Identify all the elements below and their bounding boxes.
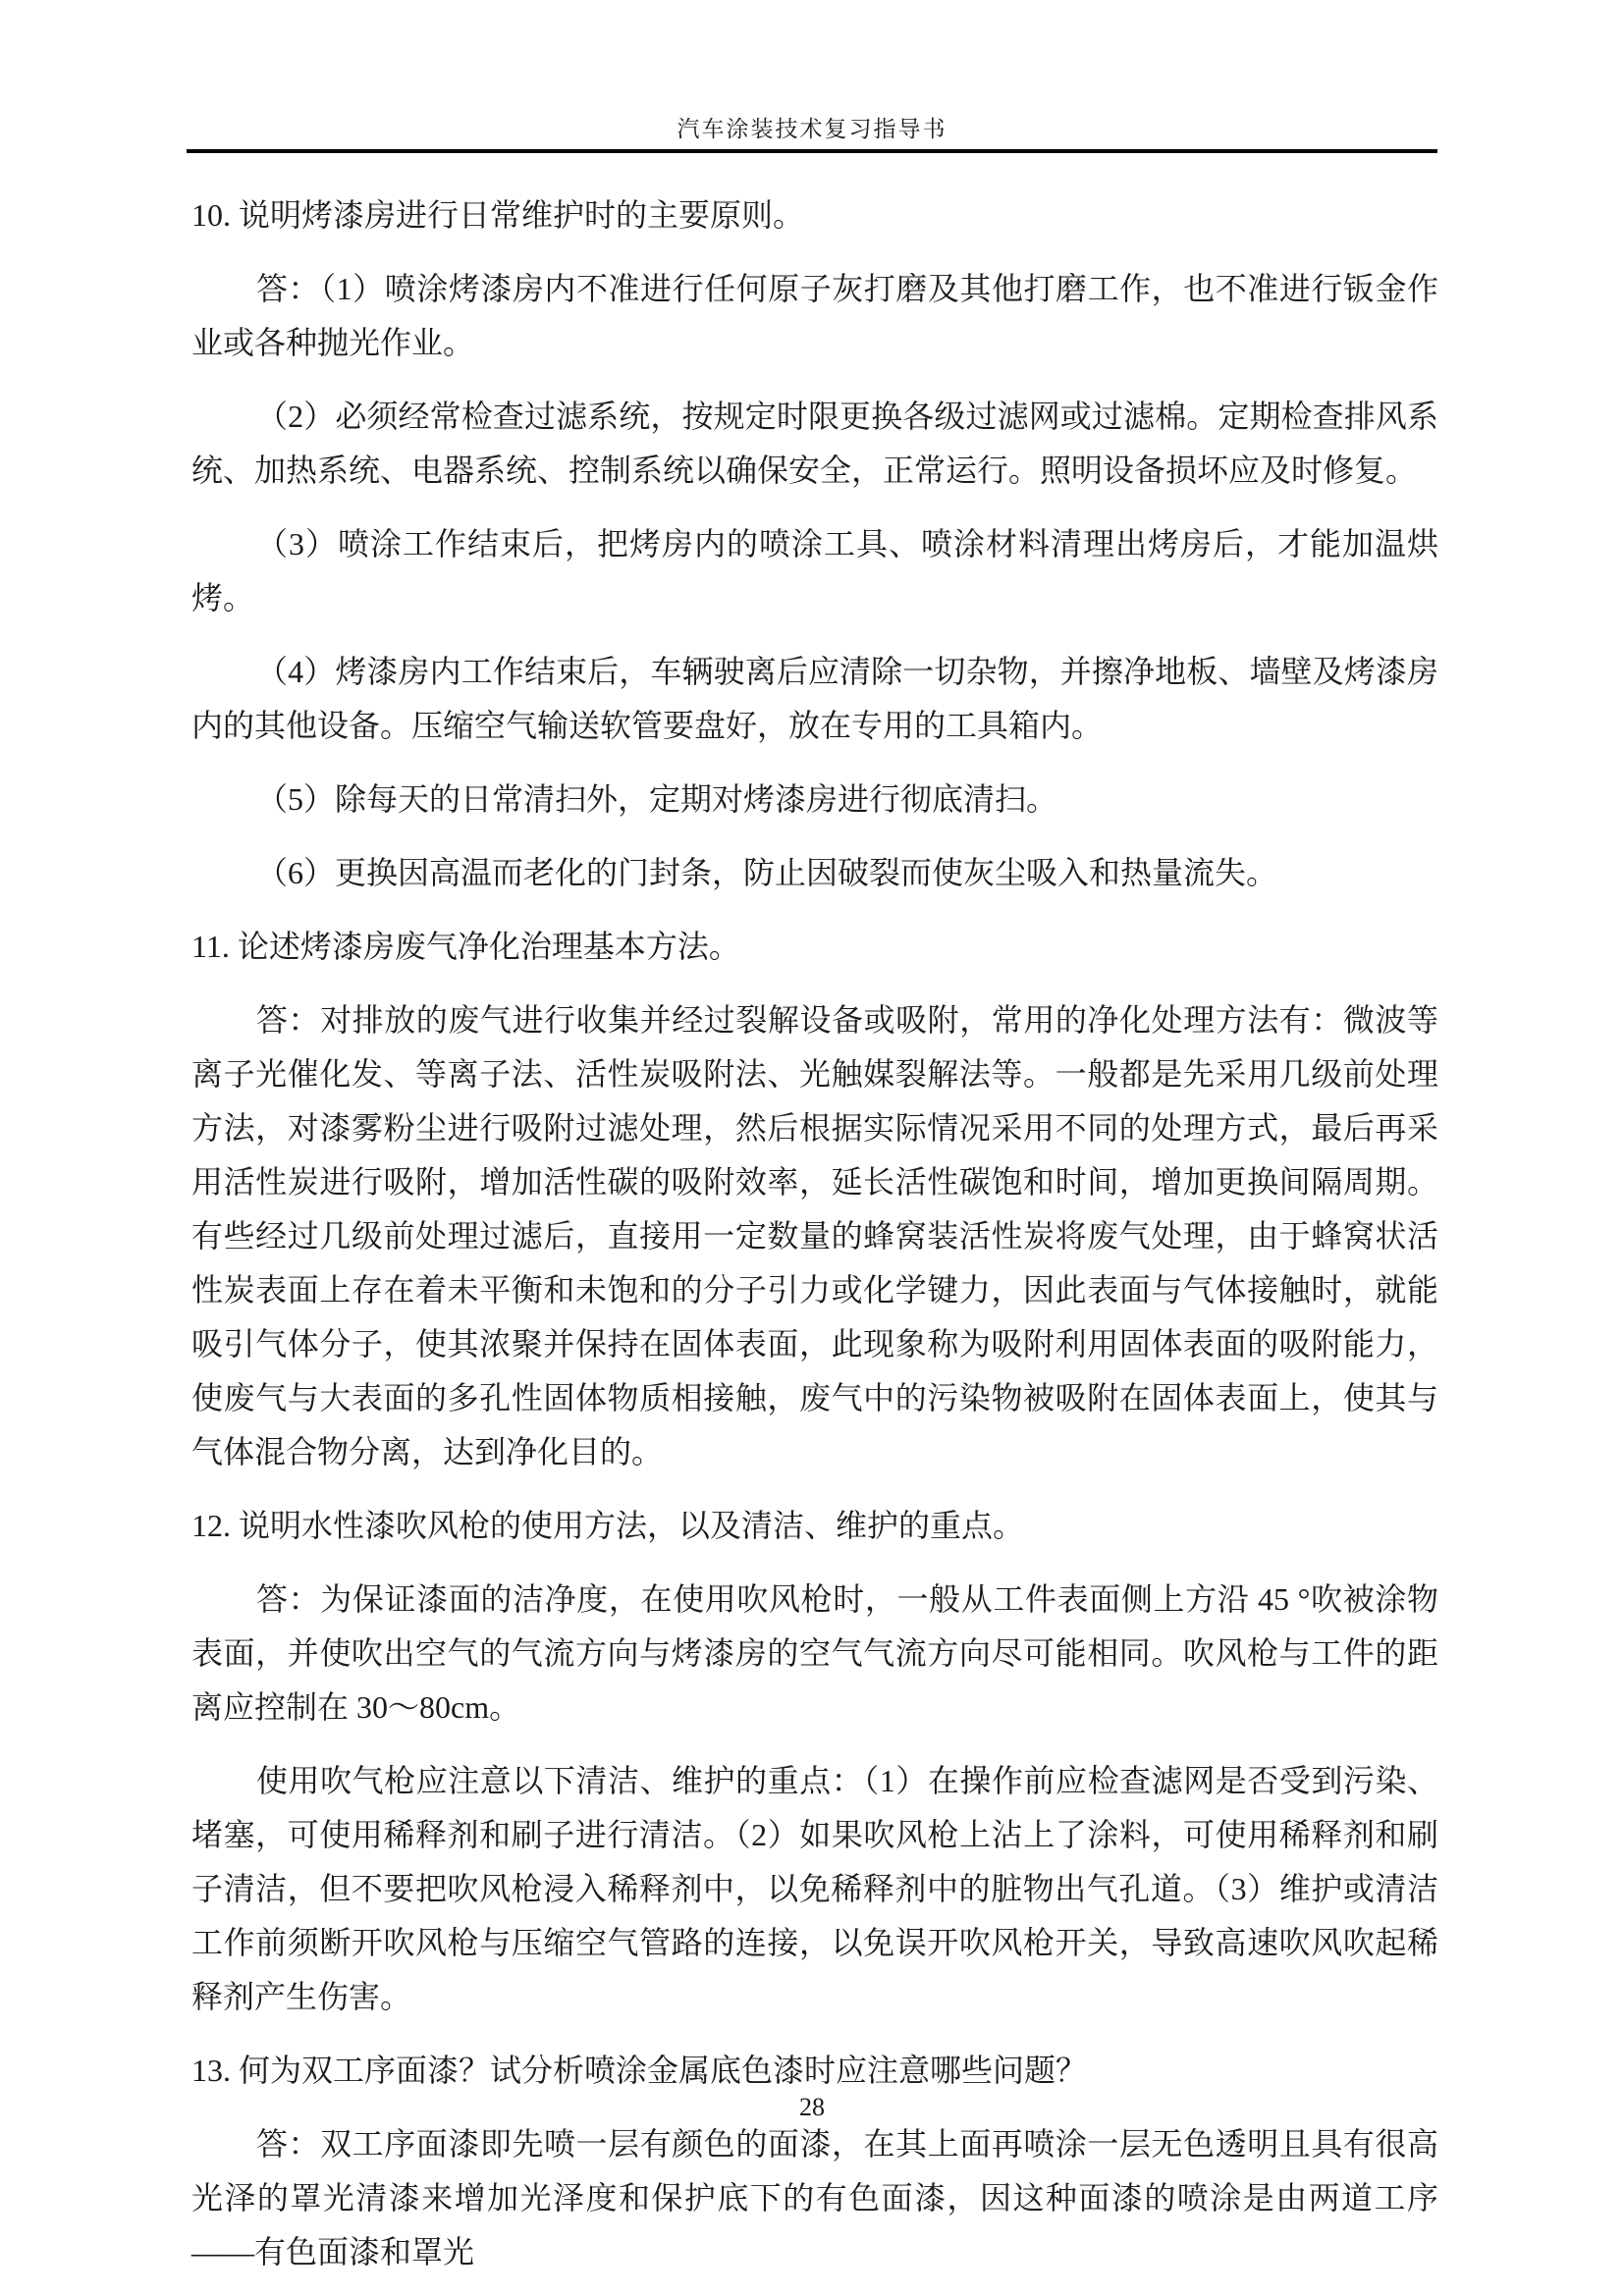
page-number: 28 <box>799 2093 825 2121</box>
answer-10-paragraph-3: （3）喷涂工作结束后，把烤房内的喷涂工具、喷涂材料清理出烤房后，才能加温烘烤。 <box>191 526 1438 615</box>
page-header <box>0 111 1624 143</box>
question-12: 12. 说明水性漆吹风枪的使用方法，以及清洁、维护的重点。 <box>191 1508 1025 1543</box>
answer-10-paragraph-1: 答：（1）喷涂烤漆房内不准进行任何原子灰打磨及其他打磨工作，也不准进行钣金作业或各种抛光作业。 <box>191 271 1438 360</box>
answer-12-paragraph-1: 答：为保证漆面的洁净度，在使用吹风枪时，一般从工件表面侧上方沿 45 °吹被涂物表面，并使吹出空气的气流方向与烤漆房的空气气流方向尽可能相同。吹风枪与工件的距离应控制在 30～80cm。 <box>191 1581 1438 1725</box>
answer-10-paragraph-2: （2）必须经常检查过滤系统，按规定时限更换各级过滤网或过滤棉。定期检查排风系统、加热系统、电器系统、控制系统以确保安全，正常运行。照明设备损坏应及时修复。 <box>191 399 1438 488</box>
answer-10-paragraph-4: （4）烤漆房内工作结束后，车辆驶离后应清除一切杂物，并擦净地板、墙壁及烤漆房内的其他设备。压缩空气输送软管要盘好，放在专用的工具箱内。 <box>191 654 1438 743</box>
header-title: 汽车涂装技术复习指导书 <box>677 117 947 141</box>
question-11: 11. 论述烤漆房废气净化治理基本方法。 <box>191 929 740 964</box>
question-13: 13. 何为双工序面漆？试分析喷涂金属底色漆时应注意哪些问题？ <box>191 2053 1088 2088</box>
document-body <box>191 188 1438 2296</box>
answer-10-paragraph-6: （6）更换因高温而老化的门封条，防止因破裂而使灰尘吸入和热量流失。 <box>256 855 1278 890</box>
answer-12-paragraph-2: 使用吹气枪应注意以下清洁、维护的重点：（1）在操作前应检查滤网是否受到污染、堵塞，可使用稀释剂和刷子进行清洁。（2）如果吹风枪上沾上了涂料，可使用稀释剂和刷子清洁，但不要把吹风枪浸入稀释剂中，以免稀释剂中的脏物出气孔道。（3）维护或清洁工作前须断开吹风枪与压缩空气管路的连接，以免误开吹风枪开关，导致高速吹风吹起稀释剂产生伤害。 <box>191 1763 1438 2014</box>
answer-13-paragraph-1: 答：双工序面漆即先喷一层有颜色的面漆，在其上面再喷涂一层无色透明且具有很高光泽的罩光清漆来增加光泽度和保护底下的有色面漆，因这种面漆的喷涂是由两道工序——有色面漆和罩光 <box>191 2126 1438 2269</box>
answer-11-paragraph-1: 答：对排放的废气进行收集并经过裂解设备或吸附，常用的净化处理方法有：微波等离子光催化发、等离子法、活性炭吸附法、光触媒裂解法等。一般都是先采用几级前处理方法，对漆雾粉尘进行吸附过滤处理，然后根据实际情况采用不同的处理方式，最后再采用活性炭进行吸附，增加活性碳的吸附效率，延长活性碳饱和时间，增加更换间隔周期。有些经过几级前处理过滤后，直接用一定数量的蜂窝装活性炭将废气处理，由于蜂窝状活性炭表面上存在着未平衡和未饱和的分子引力或化学键力，因此表面与气体接触时，就能吸引气体分子，使其浓聚并保持在固体表面，此现象称为吸附利用固体表面的吸附能力，使废气与大表面的多孔性固体物质相接触，废气中的污染物被吸附在固体表面上，使其与气体混合物分离，达到净化目的。 <box>191 1002 1438 1469</box>
header-rule <box>187 149 1437 153</box>
answer-10-paragraph-5: （5）除每天的日常清扫外，定期对烤漆房进行彻底清扫。 <box>256 781 1058 817</box>
question-10: 10. 说明烤漆房进行日常维护时的主要原则。 <box>191 197 805 233</box>
